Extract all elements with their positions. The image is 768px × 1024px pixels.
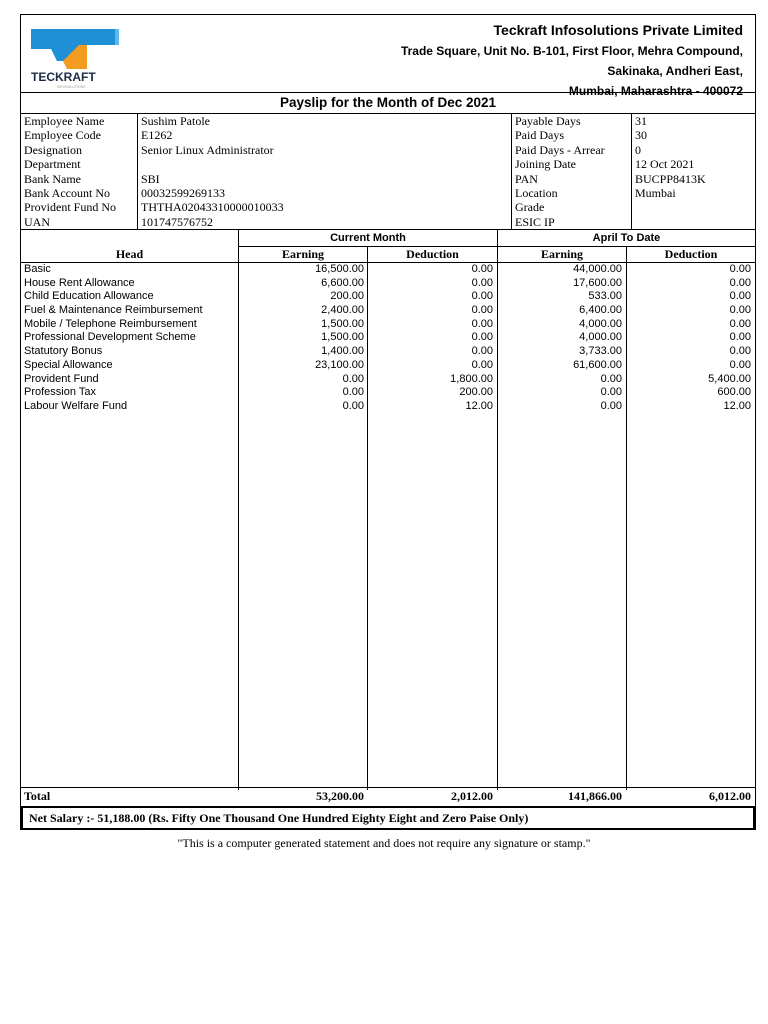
table-cell: 0.00 [471, 263, 493, 275]
label-employee-code: Employee Code [24, 128, 101, 143]
employee-left-labels [24, 114, 116, 229]
table-cell: 0.00 [600, 399, 622, 412]
table-row-head: Professional Development Scheme [24, 331, 196, 344]
table-row-head: Mobile / Telephone Reimbursement [24, 317, 197, 330]
table-cell: 0.00 [729, 317, 751, 330]
table-cell: 5,400.00 [708, 372, 751, 385]
table-cell: 0.00 [729, 345, 751, 358]
value-employee-code: E1262 [141, 128, 173, 143]
total-ytd-earning: 141,866.00 [568, 789, 622, 803]
company-address-line3: Mumbai, Maharashtra - 400072 [568, 84, 743, 98]
total-label: Total [24, 789, 51, 803]
table-cell: 0.00 [600, 386, 622, 399]
label-designation: Designation [24, 142, 82, 157]
label-pan: PAN [515, 171, 538, 186]
table-cell: 600.00 [717, 386, 751, 399]
label-paid-days-arrear: Paid Days - Arrear [515, 142, 605, 157]
table-cell: 0.00 [471, 345, 493, 358]
table-cell: 0.00 [471, 290, 493, 303]
company-details [401, 19, 743, 101]
current-earning-column [239, 263, 364, 414]
value-esic-ip [635, 215, 706, 229]
table-cell: 0.00 [729, 263, 751, 275]
table-row-head: Labour Welfare Fund [24, 399, 128, 412]
total-current-deduction: 2,012.00 [451, 789, 493, 803]
table-cell: 0.00 [729, 331, 751, 344]
divider [631, 114, 632, 229]
value-designation: Senior Linux Administrator [141, 142, 274, 157]
value-bank-account: 00032599269133 [141, 185, 225, 200]
ytd-earning-column [498, 263, 622, 414]
value-joining-date: 12 Oct 2021 [635, 157, 695, 172]
table-cell: 0.00 [600, 372, 622, 385]
payslip-sheet [20, 14, 756, 830]
group-april-to-date: April To Date [592, 232, 661, 244]
employee-right-values [635, 114, 706, 229]
table-cell: 2,400.00 [321, 304, 364, 317]
value-payable-days: 31 [635, 114, 647, 128]
company-logo [27, 21, 127, 91]
table-cell: 4,000.00 [579, 331, 622, 344]
label-uan: UAN [24, 214, 50, 229]
logo-text: TECKRAFT [31, 70, 96, 84]
total-ytd-deduction: 6,012.00 [709, 789, 751, 803]
label-employee-name: Employee Name [24, 114, 105, 128]
ytd-deduction-column [627, 263, 751, 414]
table-cell: 1,800.00 [450, 372, 493, 385]
table-cell: 200.00 [330, 290, 364, 303]
label-payable-days: Payable Days [515, 114, 581, 128]
table-cell: 6,400.00 [579, 304, 622, 317]
table-cell: 1,400.00 [321, 345, 364, 358]
label-pf-no: Provident Fund No [24, 200, 117, 215]
col-ytd-earning: Earning [540, 247, 583, 261]
table-cell: 44,000.00 [573, 263, 622, 275]
label-location: Location [515, 185, 558, 200]
table-row-head: Profession Tax [24, 386, 96, 399]
divider [137, 114, 138, 229]
table-row-head: House Rent Allowance [24, 276, 135, 289]
table-cell: 533.00 [588, 290, 622, 303]
footer-note: "This is a computer generated statement and does not require any signature or stamp." [177, 836, 591, 850]
value-paid-days-arrear: 0 [635, 142, 641, 157]
group-current-month: Current Month [330, 232, 406, 244]
table-cell: 17,600.00 [573, 276, 622, 289]
table-cell: 12.00 [465, 399, 493, 412]
col-ytd-deduction: Deduction [664, 247, 718, 261]
employee-info [21, 114, 755, 230]
table-row-head: Fuel & Maintenance Reimbursement [24, 304, 203, 317]
table-cell: 6,600.00 [321, 276, 364, 289]
value-uan: 101747576752 [141, 214, 213, 229]
table-cell: 0.00 [471, 304, 493, 317]
table-cell: 0.00 [471, 276, 493, 289]
head-column [24, 263, 236, 414]
table-cell: 200.00 [459, 386, 493, 399]
table-cell: 12.00 [723, 399, 751, 412]
table-cell: 0.00 [729, 358, 751, 371]
col-current-earning: Earning [281, 247, 324, 261]
table-cell: 23,100.00 [315, 358, 364, 371]
table-cell: 61,600.00 [573, 358, 622, 371]
value-bank-name: SBI [141, 171, 160, 186]
table-cell: 0.00 [471, 331, 493, 344]
table-cell: 0.00 [471, 358, 493, 371]
teckraft-logo-icon [27, 21, 127, 91]
col-current-deduction: Deduction [406, 247, 459, 261]
employee-left-values [141, 114, 284, 229]
value-employee-name: Sushim Patole [141, 114, 211, 128]
table-cell: 0.00 [342, 372, 364, 385]
label-paid-days: Paid Days [515, 128, 564, 143]
current-deduction-column [368, 263, 493, 414]
table-cell: 4,000.00 [579, 317, 622, 330]
table-row-head: Statutory Bonus [24, 345, 103, 358]
employee-right-labels [515, 114, 605, 229]
payslip-title: Payslip for the Month of Dec 2021 [21, 92, 755, 114]
divider [511, 114, 512, 229]
table-cell: 0.00 [729, 290, 751, 303]
total-current-earning: 53,200.00 [316, 789, 364, 803]
label-bank-account: Bank Account No [24, 185, 110, 200]
table-cell: 0.00 [342, 386, 364, 399]
value-location: Mumbai [635, 185, 676, 200]
company-address-line1: Trade Square, Unit No. B-101, First Floor, Mehra Compound, [400, 44, 743, 58]
label-esic-ip: ESIC IP [515, 214, 555, 229]
table-row-head: Basic [24, 263, 51, 275]
value-department [141, 157, 284, 171]
table-row-head: Child Education Allowance [24, 290, 154, 303]
company-address-line2: Sakinaka, Andheri East, [607, 64, 743, 78]
label-department: Department [24, 157, 81, 172]
table-cell: 0.00 [342, 399, 364, 412]
net-salary: Net Salary :- 51,188.00 (Rs. Fifty One Thousand One Hundred Eighty Eight and Zero Paise Only) [21, 806, 755, 830]
table-cell: 1,500.00 [321, 317, 364, 330]
label-joining-date: Joining Date [515, 157, 576, 172]
label-grade: Grade [515, 200, 545, 215]
table-row-head: Special Allowance [24, 358, 113, 371]
label-bank-name: Bank Name [24, 171, 81, 186]
table-cell: 0.00 [729, 304, 751, 317]
table-cell: 1,500.00 [321, 331, 364, 344]
value-pan: BUCPP8413K [635, 171, 706, 186]
col-head: Head [115, 247, 144, 261]
company-name: Teckraft Infosolutions Private Limited [493, 22, 743, 38]
value-paid-days: 30 [635, 128, 647, 143]
value-grade [635, 200, 706, 214]
table-row-head: Provident Fund [24, 372, 99, 385]
value-pf-no: THTHA02043310000010033 [141, 200, 284, 215]
salary-table [21, 230, 755, 803]
table-cell: 16,500.00 [315, 263, 364, 275]
table-cell: 0.00 [471, 317, 493, 330]
table-cell: 3,733.00 [579, 345, 622, 358]
logo-tagline: INFOSOLUTIONS [57, 85, 86, 89]
table-cell: 0.00 [729, 276, 751, 289]
